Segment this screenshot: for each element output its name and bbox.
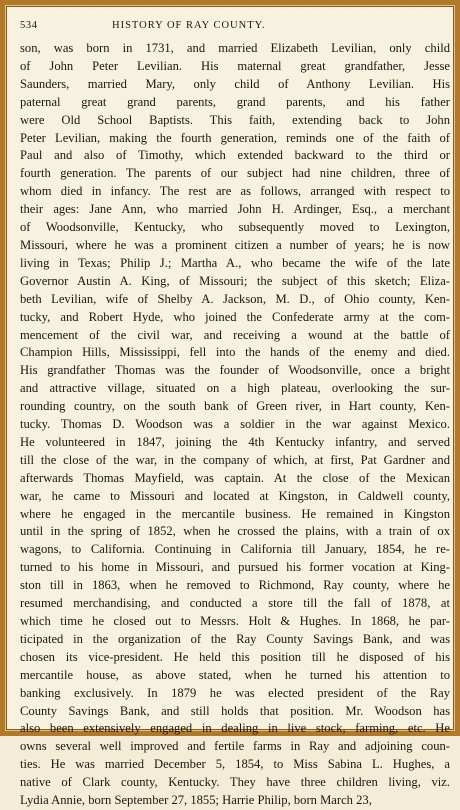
text-line: wagons, to California. Continuing in California till January, 1854, he re- (20, 542, 450, 557)
page-number: 534 (20, 20, 38, 31)
text-line: were Old School Baptists. This faith, extending back to John (20, 112, 450, 127)
text-line: resumed merchandising, and conducted a store till the fall of 1878, at (20, 596, 450, 611)
text-line: where he engaged in the mercantile business. He remained in Kingston (20, 506, 450, 521)
text-line: mencement of the civil war, and receiving a wound at the battle of (20, 327, 450, 342)
text-line: native of Clark county, Kentucky. They have three children living, viz. (20, 775, 450, 790)
text-line: fourth generation. The parents of our subject had nine children, three of (20, 166, 450, 181)
body-paragraph (20, 40, 450, 810)
text-line: Governor Austin A. King, of Missouri; the subject of this sketch; Eliza- (20, 273, 450, 288)
text-line: His grandfather Thomas was the founder of Woodsonville, once a bright (20, 363, 450, 378)
text-line: son, was born in 1731, and married Elizabeth Levilian, only child (20, 41, 450, 55)
text-line: their ages: Jane Ann, who married John H. Ardinger, Esq., a merchant (20, 202, 450, 217)
text-line: beth Levilian, wife of Shelby A. Jackson, M. D., of Ohio county, Ken- (20, 291, 450, 306)
text-line: turned to his home in Missouri, and pursued his former vocation at King- (20, 560, 450, 575)
text-line: Peter Levilian, making the fourth generation, reminds one of the faith of (20, 130, 450, 145)
text-line: ston till in 1863, when he removed to Richmond, Ray county, where he (20, 578, 450, 593)
running-head: HISTORY OF RAY COUNTY. (112, 20, 266, 31)
text-line: rounding country, on the south bank of Green river, in Hart county, Ken- (20, 399, 450, 414)
text-line: of Woodsonville, Kentucky, who subsequently moved to Lexington, (20, 220, 450, 235)
text-line: He volunteered in 1847, joining the 4th Kentucky infantry, and served (20, 434, 450, 449)
text-line: banking exclusively. In 1879 he was elected president of the Ray (20, 685, 450, 700)
text-line: Missouri, where he was a prominent citizen a number of years; he is now (20, 237, 450, 252)
text-line: living in Texas; Philip J.; Martha A., who became the wife of the late (20, 255, 450, 270)
text-line: County Savings Bank, and still holds that position. Mr. Woodson has (20, 703, 450, 718)
text-line: Champion Hills, Mississippi, fell into the hands of the enemy and died. (20, 345, 450, 360)
text-line: Saunders, married Mary, only child of Anthony Levilian. His (20, 76, 450, 91)
text-line: ticipated in the organization of the Ray County Savings Bank, and was (20, 631, 450, 646)
text-line: paternal great grand parents, grand parents, and his father (20, 94, 450, 109)
text-line: tucky, and Robert Hyde, who joined the Confederate army at the com- (20, 309, 450, 324)
text-line: mercantile house, as above stated, when he turned his attention to (20, 667, 450, 682)
text-line: of John Peter Levilian. His maternal great grandfather, Jesse (20, 58, 450, 73)
text-line: also been extensively engaged in dealing in live stock, farming, etc. He (20, 721, 450, 736)
text-line: whom died in infancy. The rest are as follows, arranged with respect to (20, 184, 450, 199)
text-line: ties. He was married December 5, 1854, to Miss Sabina L. Hughes, a (20, 757, 450, 772)
text-line: Paul and also of Timothy, which extended backward to the third or (20, 148, 450, 163)
text-line: chosen its vice-president. He held this position till he disposed of his (20, 649, 450, 664)
book-page (20, 15, 450, 810)
text-line: afterwards Thomas Mayfield, was captain. At the close of the Mexican (20, 470, 450, 485)
text-line: and attractive village, situated on a high plateau, overlooking the sur- (20, 381, 450, 396)
text-line: war, he came to Missouri and located at Kingston, in Caldwell county, (20, 488, 450, 503)
text-line: until in the spring of 1852, when he crossed the plains, with a train of ox (20, 524, 450, 539)
text-line: tucky. Thomas D. Woodson was a soldier in the war against Mexico. (20, 417, 450, 432)
page-header (20, 15, 450, 37)
text-line: which time he closed out to Messrs. Holt & Hughes. In 1868, he par- (20, 614, 450, 628)
text-line: till the close of the war, in the company of which, at first, Pat Gardner and (20, 452, 450, 467)
text-line: owns several well improved and fertile farms in Ray and adjoining coun- (20, 739, 450, 754)
text-line: Lydia Annie, born September 27, 1855; Harrie Philip, born March 23, (20, 793, 372, 808)
